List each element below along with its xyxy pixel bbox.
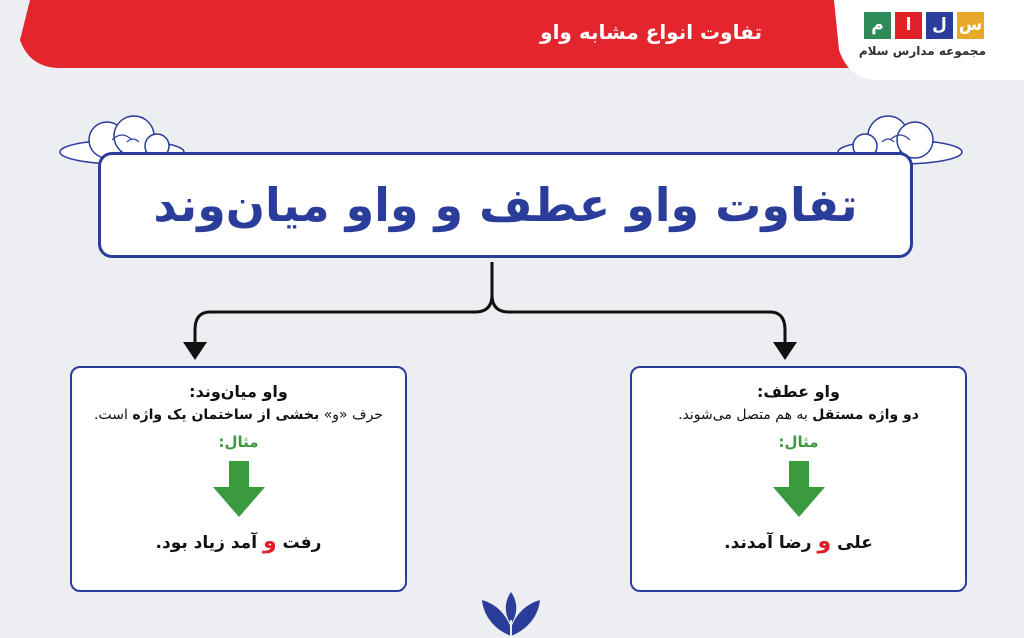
leaf-logo-icon (476, 590, 546, 638)
example-waw: و (817, 529, 832, 554)
arrow-right-icon (773, 342, 797, 360)
example-sentence (72, 529, 405, 554)
card-title: واو میان‌وند: (189, 382, 288, 401)
desc-prefix: حرف «و» (319, 407, 383, 423)
example-waw: و (262, 529, 277, 554)
example-before: رفت (276, 533, 322, 553)
example-label: مثال: (778, 433, 819, 451)
card-description (72, 407, 405, 423)
down-arrow-icon (773, 461, 825, 517)
example-after: آمد زیاد بود. (155, 533, 263, 553)
example-before: علی (831, 533, 873, 553)
card-waw-atf (630, 366, 967, 592)
down-arrow-icon (213, 461, 265, 517)
desc-suffix: است. (94, 407, 133, 423)
logo-caption: مجموعه مدارس سلام (858, 44, 986, 58)
logo-letter-alef: ا (895, 12, 922, 39)
desc-bold: دو واژه مستقل (812, 407, 919, 423)
example-after: رضا آمدند. (724, 533, 818, 553)
arrow-left-icon (183, 342, 207, 360)
card-title: واو عطف: (757, 382, 840, 401)
desc-bold: بخشی از ساختمان یک واژه (132, 407, 320, 423)
logo-letter-sin: س (957, 12, 984, 39)
main-title: تفاوت واو عطف و واو میان‌وند (153, 178, 858, 232)
example-label: مثال: (218, 433, 259, 451)
card-waw-mianvand (70, 366, 407, 592)
logo-letter-lam: ل (926, 12, 953, 39)
logo-letter-mim: م (864, 12, 891, 39)
example-sentence (632, 529, 965, 554)
desc-rest: به هم متصل می‌شوند. (678, 407, 813, 423)
header-title: تفاوت انواع مشابه واو (540, 20, 762, 44)
card-description (632, 407, 965, 423)
